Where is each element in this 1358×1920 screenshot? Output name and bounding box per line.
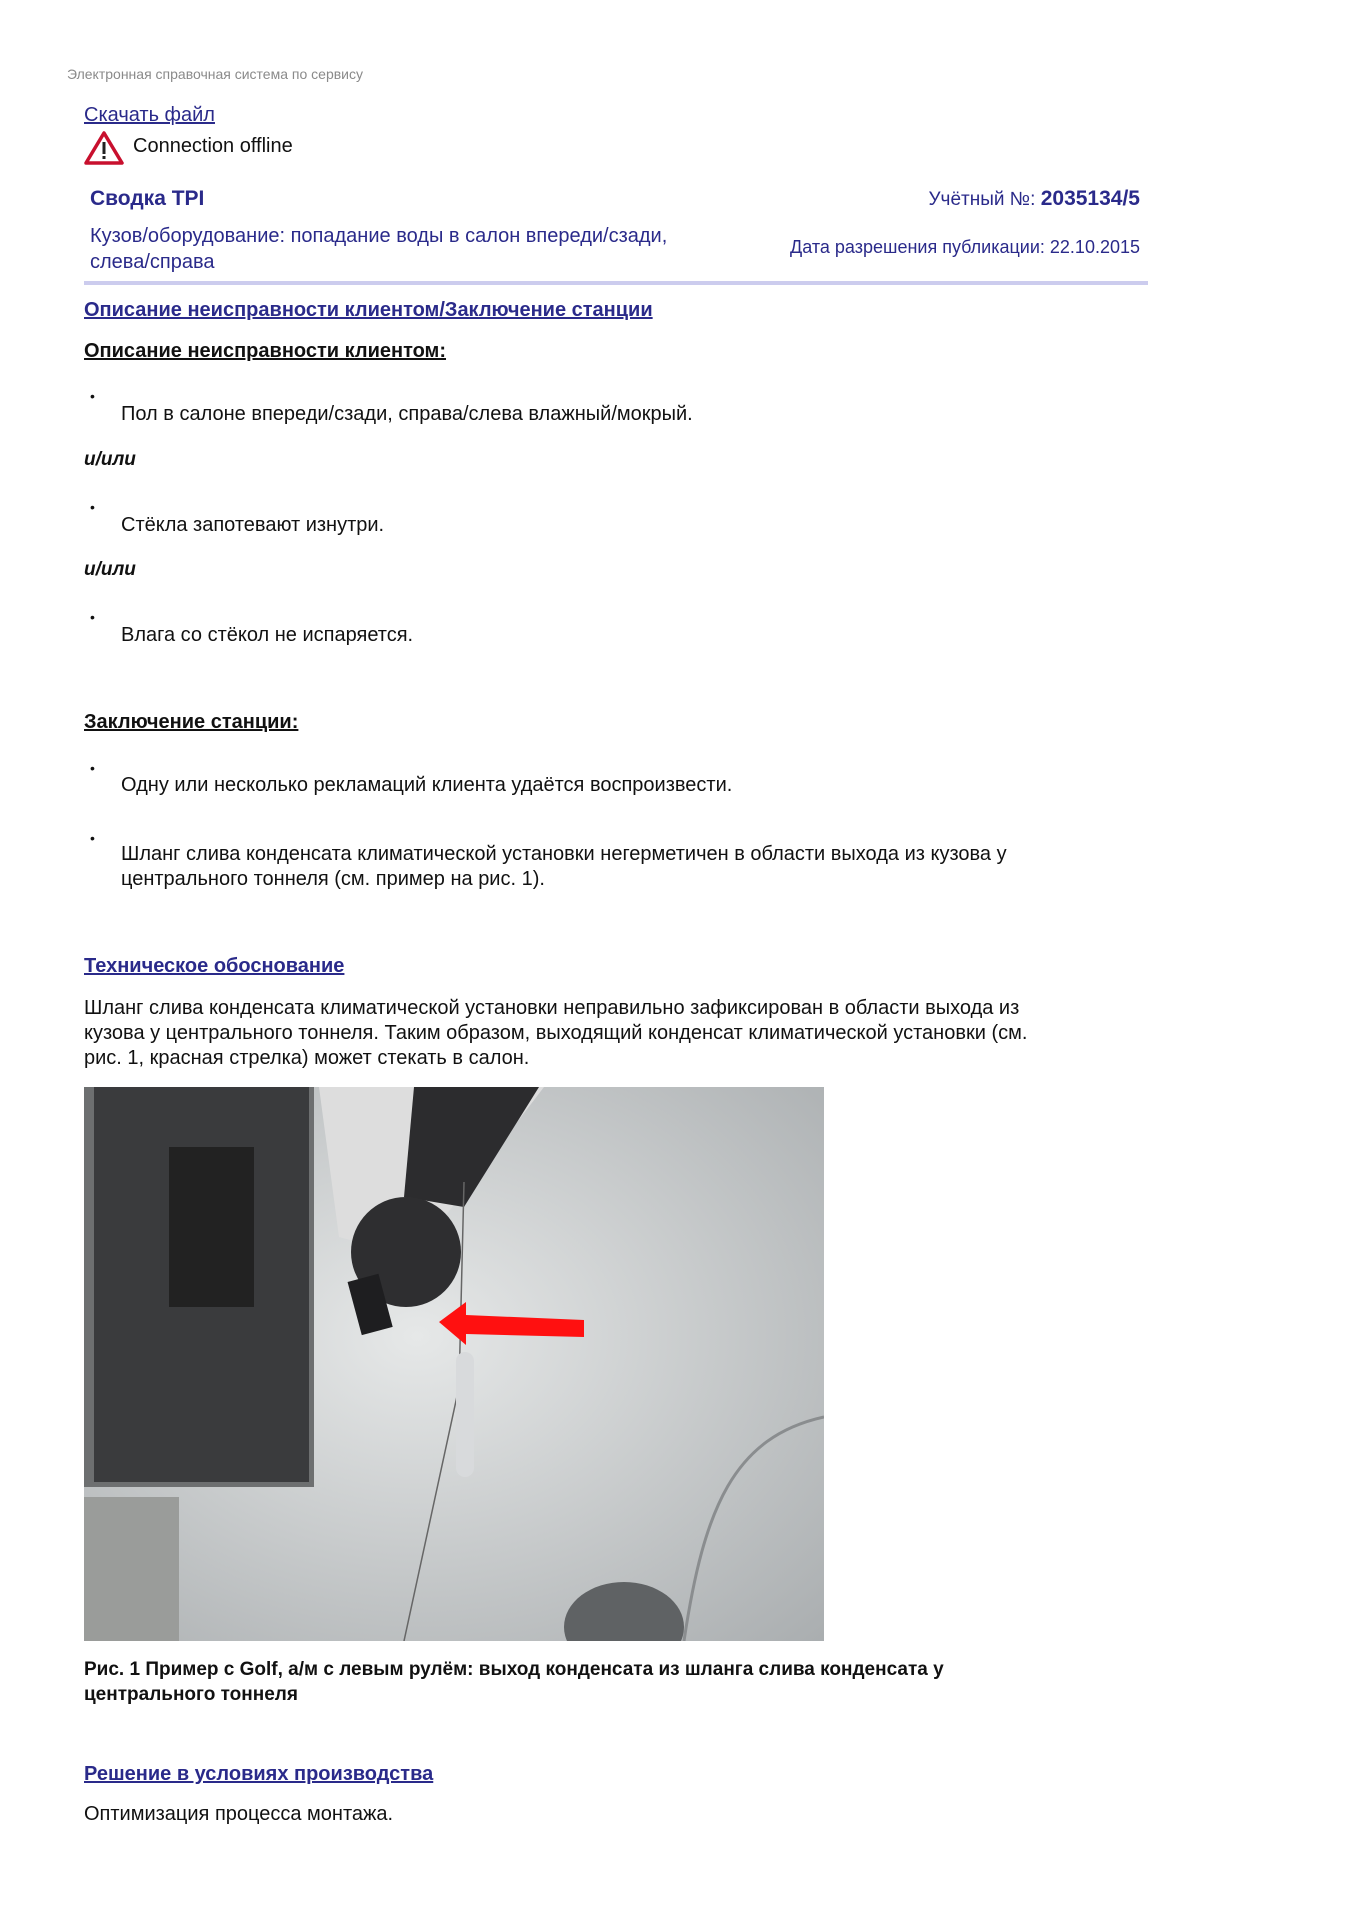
- header-separator: [84, 281, 1148, 285]
- release-date: Дата разрешения публикации: 22.10.2015: [790, 237, 1140, 257]
- section-heading-complaint[interactable]: Описание неисправности клиентом/Заключение станции: [84, 299, 653, 321]
- list-item-line: Шланг слива конденсата климатической установки негерметичен в области выхода из кузова у: [121, 843, 1007, 865]
- list-item: [121, 842, 1007, 892]
- bullet: •: [90, 388, 95, 404]
- section-heading-solution[interactable]: Решение в условиях производства: [84, 1763, 434, 1785]
- list-item: Пол в салоне впереди/сзади, справа/слева влажный/мокрый.: [121, 403, 693, 425]
- caption-line: Рис. 1 Пример с Golf, а/м с левым рулём: выход конденсата из шланга слива конденсата у: [84, 1659, 944, 1680]
- download-file-link[interactable]: Скачать файл: [84, 104, 215, 126]
- section-heading-technical[interactable]: Техническое обоснование: [84, 955, 345, 977]
- subject-line: Кузов/оборудование: попадание воды в салон впереди/сзади,: [90, 225, 668, 247]
- warning-triangle-icon: [84, 131, 124, 165]
- list-item-line: центрального тоннеля (см. пример на рис. 1).: [121, 868, 545, 890]
- paragraph-line: кузова у центрального тоннеля. Таким образом, выходящий конденсат климатической установки (см.: [84, 1022, 1028, 1044]
- bullet: •: [90, 760, 95, 776]
- system-name: Электронная справочная система по сервису: [67, 66, 363, 82]
- account-label: Учётный №:: [928, 189, 1036, 210]
- summary-title: Сводка TPI: [90, 187, 205, 210]
- connection-status-text: Connection offline: [133, 135, 293, 157]
- list-item: Стёкла запотевают изнутри.: [121, 514, 385, 536]
- list-item: Влага со стёкол не испаряется.: [121, 624, 414, 646]
- list-item: Одну или несколько рекламаций клиента удаётся воспроизвести.: [121, 774, 733, 796]
- caption-line: центрального тоннеля: [84, 1684, 298, 1705]
- figure-photo: [84, 1087, 824, 1641]
- paragraph-line: Шланг слива конденсата климатической установки неправильно зафиксирован в области выхода из: [84, 997, 1020, 1019]
- bullet: •: [90, 609, 95, 625]
- subject-line: слева/справа: [90, 251, 215, 273]
- and-or-label: и/или: [84, 449, 136, 470]
- and-or-label: и/или: [84, 559, 136, 580]
- technical-paragraph: [84, 996, 1027, 1071]
- conclusion-subheading: Заключение станции:: [84, 711, 299, 733]
- figure-caption: [84, 1657, 944, 1707]
- summary-subject: [90, 223, 667, 275]
- bullet: •: [90, 499, 95, 515]
- solution-text: Оптимизация процесса монтажа.: [84, 1803, 394, 1825]
- account-value: 2035134/5: [1040, 187, 1140, 210]
- complaint-subheading: Описание неисправности клиентом:: [84, 340, 447, 362]
- bullet: •: [90, 830, 95, 846]
- account-number: [928, 187, 1140, 211]
- paragraph-line: рис. 1, красная стрелка) может стекать в салон.: [84, 1047, 530, 1069]
